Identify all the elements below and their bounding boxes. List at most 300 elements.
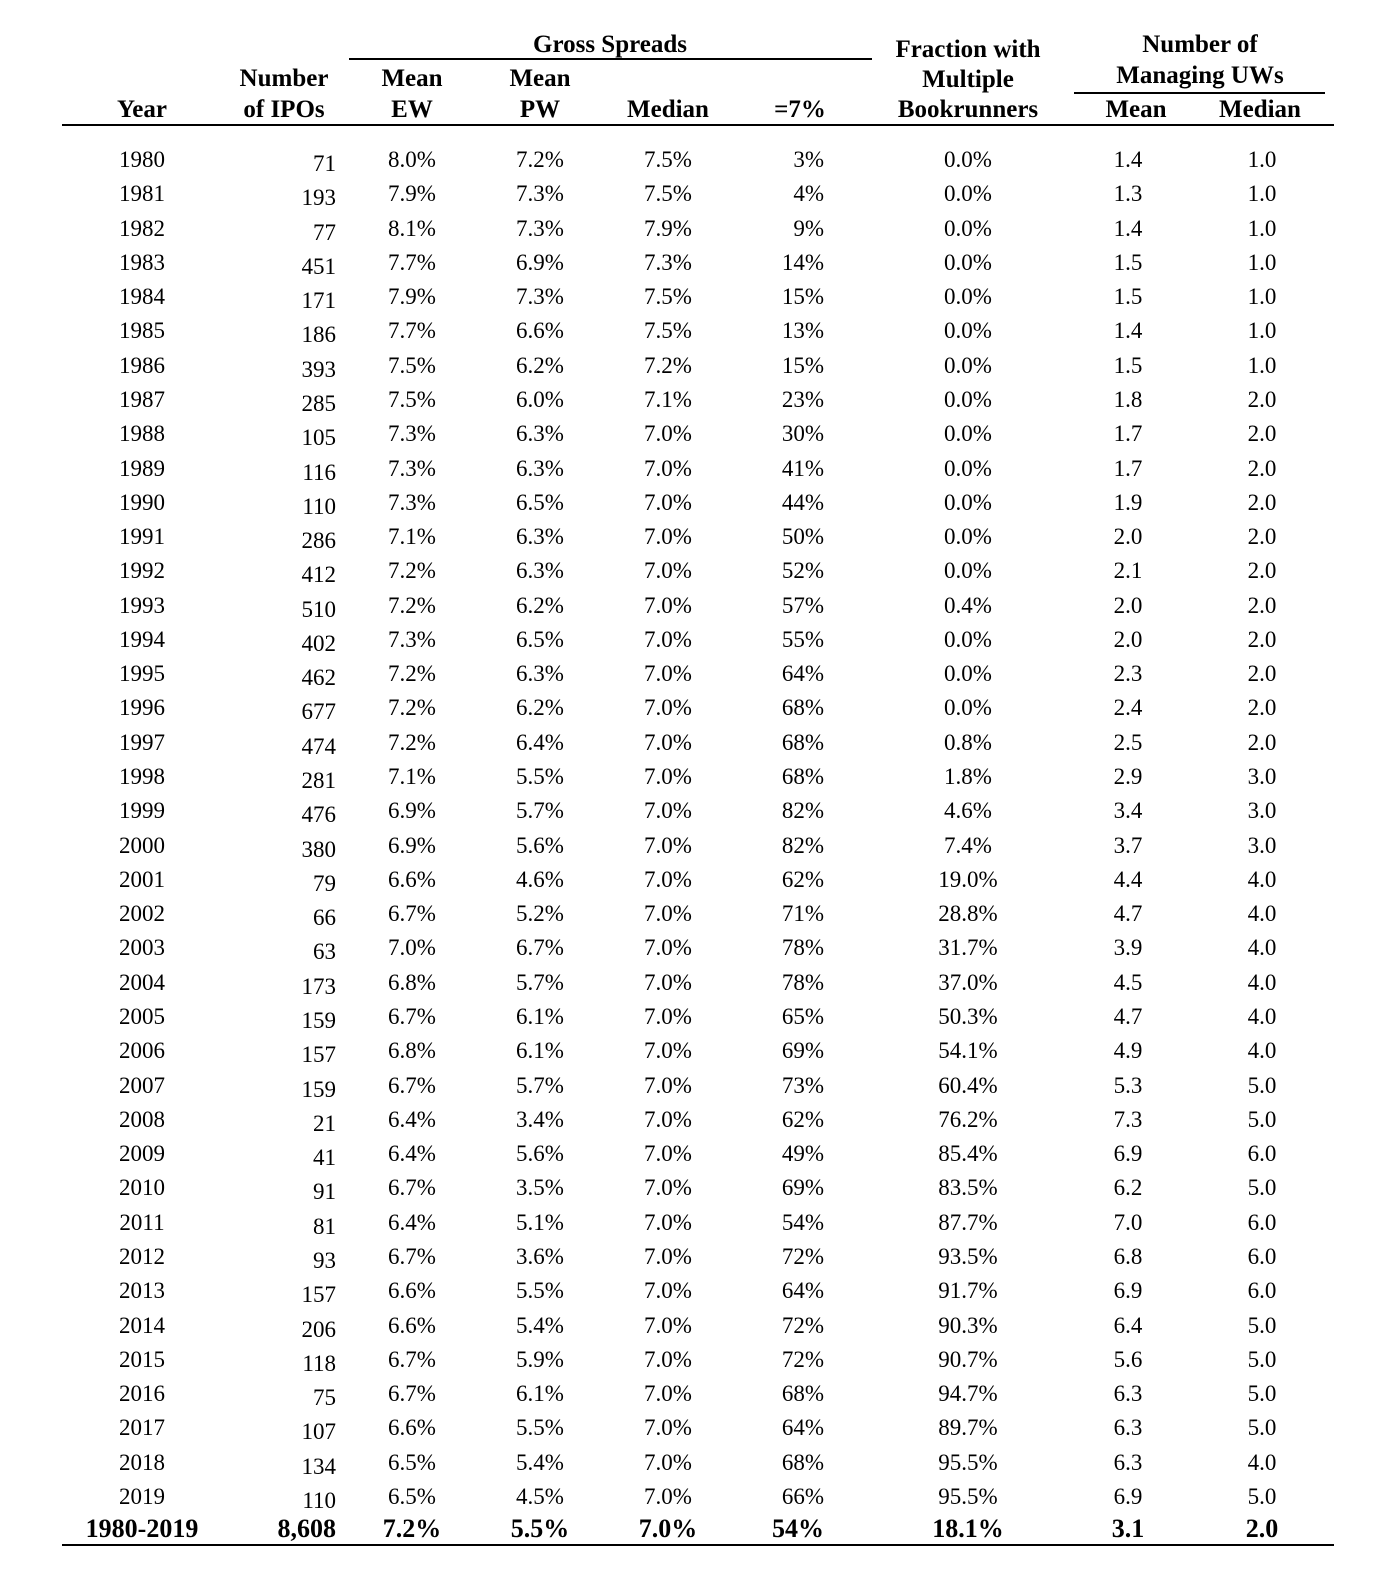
cell-uw-median: 2.0 [1247,524,1277,550]
cell-uw-mean: 6.3 [1113,1449,1143,1475]
cell-eq7: 72% [781,1312,824,1338]
cell-fraction-bookrunners: 7.4% [944,832,992,858]
cell-mean-pw: 6.5% [516,489,564,515]
cell-eq7: 9% [793,215,824,241]
table-row [0,452,1396,486]
cell-mean-pw: 5.9% [516,1346,564,1372]
table-row [0,966,1396,1000]
cell-median: 7.0% [644,1483,692,1509]
table-row [0,1103,1396,1137]
cell-uw-mean: 1.5 [1113,284,1143,310]
cell-mean-ew: 6.7% [388,901,436,927]
cell-fraction-bookrunners: 0.0% [944,352,992,378]
cell-mean-pw: 5.5% [516,1415,564,1441]
table-row [0,1377,1396,1411]
table-row [0,691,1396,725]
cell-mean-pw: 7.3% [516,284,564,310]
cell-fraction-bookrunners: 0.0% [944,249,992,275]
cell-mean-ew: 8.1% [388,215,436,241]
cell-fraction-bookrunners: 89.7% [938,1415,998,1441]
cell-mean-ew: 7.3% [388,421,436,447]
table-row [0,1411,1396,1445]
cell-year: 2007 [119,1072,165,1098]
cell-year: 2011 [119,1209,165,1235]
cell-uw-median: 4.0 [1247,935,1277,961]
cell-mean-ew: 6.7% [388,1004,436,1029]
table-row [0,1240,1396,1274]
cell-fraction-bookrunners: 37.0% [938,969,998,995]
cell-mean-pw: 6.4% [516,729,564,755]
cell-fraction-bookrunners: 0.0% [944,386,992,412]
cell-median: 7.0% [644,558,692,584]
cell-mean-pw: 5.7% [516,969,564,995]
cell-uw-mean: 2.9 [1113,764,1143,790]
table-row [0,1034,1396,1068]
cell-mean-ew: 6.5% [388,1449,436,1475]
header-mean-pw-line1: Mean [509,65,571,92]
cell-eq7: 14% [781,249,824,275]
cell-eq7: 13% [781,318,824,344]
cell-mean-ew: 7.2% [388,661,436,687]
cell-number-ipos: 75 [313,1385,336,1411]
cell-fraction-bookrunners: 87.7% [938,1209,998,1235]
cell-mean-pw: 5.1% [516,1209,564,1235]
cell-year: 2005 [119,1004,165,1029]
cell-median: 7.0% [644,969,692,995]
cell-uw-mean: 7.3 [1113,1106,1143,1132]
cell-median: 7.0% [644,832,692,858]
cell-fraction-bookrunners: 4.6% [944,798,992,824]
cell-fraction-bookrunners: 1.8% [944,764,992,790]
cell-fraction-bookrunners: 50.3% [938,1004,998,1029]
cell-year: 1984 [119,284,165,310]
cell-median: 7.0% [644,1106,692,1132]
cell-fraction-bookrunners: 0.0% [944,524,992,550]
cell-fraction-bookrunners: 95.5% [938,1449,998,1475]
cell-mean-ew: 7.5% [388,352,436,378]
cell-eq7: 69% [781,1038,824,1064]
cell-mean-pw: 6.1% [516,1381,564,1407]
cell-year: 2002 [119,901,165,927]
cell-year: 1985 [119,318,165,344]
cell-eq7: 68% [781,1381,824,1407]
cell-uw-median: 6.0 [1247,1209,1277,1235]
cell-year: 1994 [119,626,165,652]
table-row [0,177,1396,211]
header-mean-ew-line2: EW [391,96,433,123]
cell-mean-ew: 7.9% [388,181,436,207]
cell-year: 2006 [119,1038,165,1064]
cell-median: 7.0% [644,1243,692,1269]
cell-number-ipos: 63 [313,939,336,965]
cell-uw-mean: 2.0 [1113,524,1143,550]
cell-mean-pw: 3.5% [516,1175,564,1201]
cell-median: 7.3% [644,249,692,275]
cell-number-ipos: 171 [301,288,336,314]
cell-number-ipos: 107 [301,1419,336,1445]
cell-year: 2015 [119,1346,165,1372]
cell-mean-pw: 6.3% [516,524,564,550]
cell-fraction-bookrunners: 90.3% [938,1312,998,1338]
cell-mean-pw: 5.7% [516,798,564,824]
cell-uw-mean: 6.4 [1113,1312,1143,1338]
cell-mean-ew: 6.7% [388,1243,436,1269]
cell-number-ipos: 110 [302,1487,336,1513]
cell-mean-ew: 6.9% [388,832,436,858]
cell-mean-pw: 4.5% [516,1483,564,1509]
cell-mean-ew: 6.7% [388,1381,436,1407]
cell-eq7: 3% [793,147,824,172]
table-row [0,417,1396,451]
cell-uw-median: 2.0 [1247,421,1277,447]
cell-mean-ew: 8.0% [388,147,436,172]
cell-eq7: 4% [793,181,824,207]
cell-uw-median: 4.0 [1247,866,1277,892]
cell-median: 7.5% [644,284,692,310]
cell-uw-median: 4.0 [1247,901,1277,927]
cell-uw-mean: 1.4 [1113,147,1143,172]
header-uw-mean: Mean [1105,96,1167,123]
cell-fraction-bookrunners: 0.0% [944,455,992,481]
cell-year: 2013 [119,1278,165,1304]
cell-mean-pw: 5.5% [516,1278,564,1304]
header-fraction-line2: Multiple [922,66,1014,93]
cell-number-ipos: 91 [313,1179,336,1205]
cell-uw-median: 2.0 [1247,626,1277,652]
cell-mean-ew: 7.5% [388,386,436,412]
cell-fraction-bookrunners: 95.5% [938,1483,998,1509]
cell-mean-ew: 7.2% [388,592,436,618]
cell-median: 7.2% [644,352,692,378]
cell-uw-mean: 3.4 [1113,798,1143,824]
cell-uw-mean: 2.5 [1113,729,1143,755]
cell-eq7: 62% [781,866,824,892]
table-row [0,863,1396,897]
cell-uw-median: 1.0 [1247,249,1277,275]
cell-year: 1987 [119,386,165,412]
cell-mean-pw: 7.2% [516,147,564,172]
cell-uw-median: 2.0 [1247,455,1277,481]
cell-median: 7.0% [644,1449,692,1475]
cell-year: 2004 [119,969,165,995]
header-uw-median: Median [1219,96,1301,123]
cell-mean-pw: 6.6% [516,318,564,344]
cell-uw-median: 3.0 [1247,832,1277,858]
cell-median: 7.0% [644,764,692,790]
cell-uw-mean: 1.9 [1113,489,1143,515]
cell-uw-median: 4.0 [1247,1449,1277,1475]
cell-uw-median: 1.0 [1247,147,1277,172]
cell-number-ipos: 66 [313,905,336,931]
cell-median: 7.0% [644,524,692,550]
cell-number-ipos: 412 [301,562,336,588]
cell-uw-median: 3.0 [1247,764,1277,790]
cell-mean-ew: 6.7% [388,1346,436,1372]
cell-uw-mean: 5.6 [1113,1346,1143,1372]
cell-uw-mean: 6.9 [1113,1141,1143,1167]
cell-uw-mean: 4.9 [1113,1038,1143,1064]
cell-mean-ew: 7.2% [388,558,436,584]
cell-median: 7.0% [644,1209,692,1235]
table-bottom-rule [62,1544,1334,1546]
table-row [0,1137,1396,1171]
cell-mean-pw: 6.3% [516,558,564,584]
cell-uw-mean: 4.5 [1113,969,1143,995]
cell-mean-ew: 6.6% [388,1312,436,1338]
cell-number-ipos: 286 [301,528,336,554]
cell-number-ipos: 193 [301,185,336,211]
cell-eq7: 66% [781,1483,824,1509]
cell-year: 1988 [119,421,165,447]
header-number-ipos-line1: Number [239,65,329,92]
cell-median: 7.0% [644,1175,692,1201]
table-row [0,829,1396,863]
cell-median: 7.5% [644,147,692,172]
cell-uw-median: 2.0 [1247,489,1277,515]
cell-eq7: 15% [781,284,824,310]
cell-uw-mean: 6.2 [1113,1175,1143,1201]
cell-year: 2001 [119,866,165,892]
cell-eq7: 54% [781,1209,824,1235]
cell-uw-mean: 1.5 [1113,352,1143,378]
table-row [0,1069,1396,1103]
table-row [0,760,1396,794]
cell-median: 7.0% [644,1312,692,1338]
cell-mean-ew: 6.7% [388,1175,436,1201]
total-cell-median: 7.0% [638,1514,698,1543]
table-row [0,931,1396,965]
cell-uw-median: 4.0 [1247,1004,1277,1029]
cell-year: 2018 [119,1449,165,1475]
cell-median: 7.9% [644,215,692,241]
cell-year: 1989 [119,455,165,481]
cell-uw-mean: 6.3 [1113,1381,1143,1407]
cell-uw-median: 2.0 [1247,386,1277,412]
cell-median: 7.0% [644,592,692,618]
cell-number-ipos: 173 [301,973,336,999]
header-num-uws-line1: Number of [1142,31,1258,58]
total-cell-number-ipos: 8,608 [277,1514,336,1543]
cell-fraction-bookrunners: 31.7% [938,935,998,961]
cell-uw-mean: 2.3 [1113,661,1143,687]
table-row [0,1480,1396,1514]
table-row [0,1274,1396,1308]
total-cell-fraction-bookrunners: 18.1% [932,1514,1004,1543]
cell-fraction-bookrunners: 0.8% [944,729,992,755]
cell-uw-median: 3.0 [1247,798,1277,824]
cell-mean-pw: 6.7% [516,935,564,961]
table-row [0,1309,1396,1343]
cell-median: 7.0% [644,455,692,481]
cell-fraction-bookrunners: 0.4% [944,592,992,618]
cell-eq7: 68% [781,695,824,721]
cell-uw-median: 6.0 [1247,1278,1277,1304]
cell-uw-mean: 1.3 [1113,181,1143,207]
cell-fraction-bookrunners: 94.7% [938,1381,998,1407]
cell-mean-ew: 7.9% [388,284,436,310]
cell-number-ipos: 159 [301,1076,336,1102]
cell-median: 7.0% [644,1278,692,1304]
table-row [0,520,1396,554]
table-row [0,897,1396,931]
cell-fraction-bookrunners: 54.1% [938,1038,998,1064]
cell-year: 1990 [119,489,165,515]
cell-eq7: 30% [781,421,824,447]
cell-eq7: 52% [781,558,824,584]
table-row [0,554,1396,588]
cell-uw-median: 2.0 [1247,729,1277,755]
cell-fraction-bookrunners: 93.5% [938,1243,998,1269]
cell-eq7: 55% [781,626,824,652]
cell-year: 1995 [119,661,165,687]
cell-number-ipos: 71 [313,151,336,176]
cell-fraction-bookrunners: 83.5% [938,1175,998,1201]
cell-uw-mean: 5.3 [1113,1072,1143,1098]
cell-fraction-bookrunners: 85.4% [938,1141,998,1167]
total-cell-uw-mean: 3.1 [1111,1514,1145,1543]
cell-mean-pw: 5.2% [516,901,564,927]
table-row [0,143,1396,177]
cell-median: 7.0% [644,798,692,824]
cell-eq7: 62% [781,1106,824,1132]
cell-uw-mean: 6.9 [1113,1278,1143,1304]
cell-uw-mean: 4.7 [1113,1004,1143,1029]
cell-uw-mean: 1.7 [1113,455,1143,481]
cell-mean-ew: 7.7% [388,249,436,275]
cell-uw-median: 2.0 [1247,695,1277,721]
cell-uw-mean: 4.7 [1113,901,1143,927]
cell-uw-median: 5.0 [1247,1175,1277,1201]
cell-number-ipos: 81 [313,1213,336,1239]
cell-median: 7.0% [644,1346,692,1372]
cell-number-ipos: 41 [313,1145,336,1171]
cell-uw-median: 2.0 [1247,558,1277,584]
cell-median: 7.0% [644,661,692,687]
cell-number-ipos: 186 [301,322,336,348]
table-row [0,1171,1396,1205]
table-row [0,657,1396,691]
cell-mean-ew: 7.2% [388,729,436,755]
cell-median: 7.0% [644,1141,692,1167]
cell-number-ipos: 118 [302,1350,336,1376]
cell-eq7: 68% [781,729,824,755]
cell-number-ipos: 281 [301,768,336,794]
cell-number-ipos: 510 [301,596,336,622]
total-cell-mean-pw: 5.5% [510,1514,570,1543]
cell-eq7: 68% [781,764,824,790]
cell-eq7: 64% [781,1415,824,1441]
cell-number-ipos: 476 [301,802,336,828]
cell-fraction-bookrunners: 60.4% [938,1072,998,1098]
cell-mean-pw: 6.2% [516,695,564,721]
cell-fraction-bookrunners: 0.0% [944,181,992,207]
table-row [0,726,1396,760]
cell-year: 1991 [119,524,165,550]
header-year: Year [117,96,167,123]
cell-mean-pw: 3.6% [516,1243,564,1269]
cell-uw-median: 2.0 [1247,661,1277,687]
cell-uw-mean: 1.4 [1113,318,1143,344]
cell-year: 2016 [119,1381,165,1407]
header-fraction-line1: Fraction with [895,36,1041,63]
cell-median: 7.0% [644,901,692,927]
cell-eq7: 49% [781,1141,824,1167]
cell-eq7: 82% [781,832,824,858]
table-row [0,246,1396,280]
cell-mean-ew: 7.0% [388,935,436,961]
cell-number-ipos: 380 [301,836,336,862]
cell-uw-mean: 2.4 [1113,695,1143,721]
cell-eq7: 82% [781,798,824,824]
cell-number-ipos: 134 [301,1453,336,1479]
cell-year: 1996 [119,695,165,721]
cell-year: 1986 [119,352,165,378]
cell-mean-pw: 5.6% [516,832,564,858]
cell-eq7: 71% [781,901,824,927]
cell-year: 2014 [119,1312,165,1338]
header-gross-spreads: Gross Spreads [533,31,687,58]
table-row [0,1206,1396,1240]
cell-median: 7.0% [644,1038,692,1064]
cell-median: 7.0% [644,626,692,652]
table-row [0,314,1396,348]
cell-median: 7.0% [644,866,692,892]
cell-mean-pw: 6.0% [516,386,564,412]
cell-fraction-bookrunners: 19.0% [938,866,998,892]
cell-mean-ew: 7.3% [388,626,436,652]
cell-year: 1992 [119,558,165,584]
cell-year: 2003 [119,935,165,961]
cell-eq7: 78% [781,935,824,961]
cell-number-ipos: 159 [301,1008,336,1033]
cell-eq7: 57% [781,592,824,618]
cell-mean-ew: 6.7% [388,1072,436,1098]
cell-eq7: 64% [781,661,824,687]
cell-mean-pw: 6.3% [516,421,564,447]
cell-year: 2017 [119,1415,165,1441]
header-mean-ew-line1: Mean [381,65,443,92]
cell-mean-ew: 6.9% [388,798,436,824]
cell-number-ipos: 116 [302,459,336,485]
cell-uw-mean: 2.1 [1113,558,1143,584]
cell-uw-mean: 2.0 [1113,592,1143,618]
table-row [0,794,1396,828]
cell-mean-pw: 5.6% [516,1141,564,1167]
cell-year: 2010 [119,1175,165,1201]
cell-number-ipos: 21 [313,1110,336,1136]
cell-median: 7.0% [644,1415,692,1441]
cell-fraction-bookrunners: 0.0% [944,558,992,584]
table-row [0,1446,1396,1480]
cell-uw-median: 1.0 [1247,284,1277,310]
cell-number-ipos: 79 [313,870,336,896]
table-row [0,623,1396,657]
cell-mean-ew: 6.5% [388,1483,436,1509]
cell-eq7: 44% [781,489,824,515]
cell-year: 1981 [119,181,165,207]
cell-fraction-bookrunners: 0.0% [944,284,992,310]
cell-number-ipos: 677 [301,699,336,725]
cell-mean-pw: 5.4% [516,1449,564,1475]
cell-mean-pw: 7.3% [516,181,564,207]
cell-fraction-bookrunners: 28.8% [938,901,998,927]
cell-number-ipos: 451 [301,253,336,279]
cell-fraction-bookrunners: 0.0% [944,318,992,344]
total-row [0,1512,1396,1546]
cell-year: 1997 [119,729,165,755]
cell-eq7: 64% [781,1278,824,1304]
cell-median: 7.0% [644,695,692,721]
